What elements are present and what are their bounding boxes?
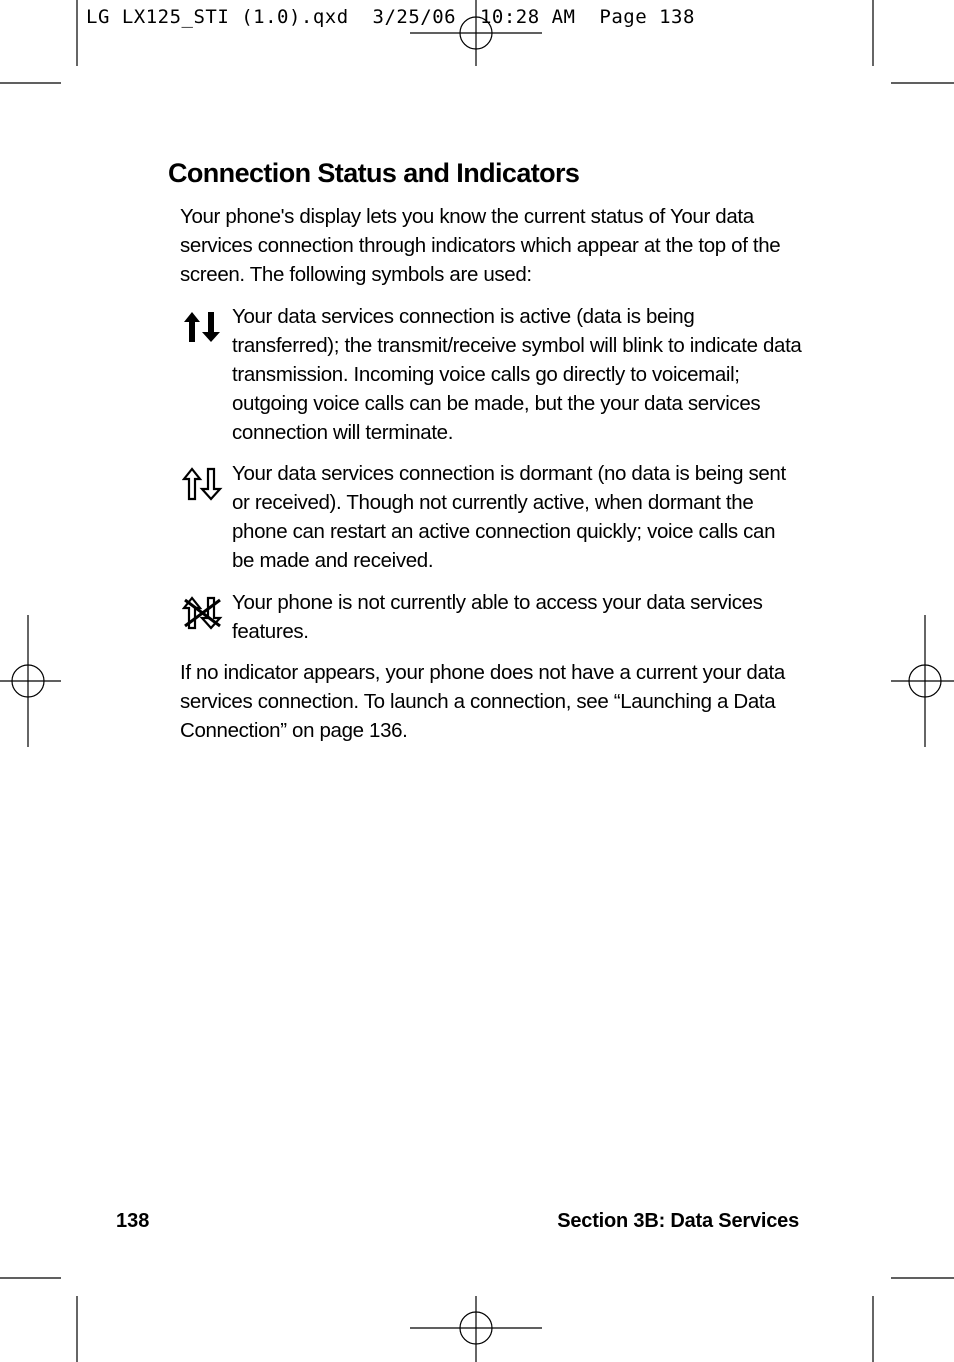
print-slug: LG LX125_STI (1.0).qxd 3/25/06 10:28 AM Page 138 <box>86 6 695 28</box>
indicator-description: Your data services connection is dormant (no data is being sent or received). Though not currently active, when dormant the phone can restart an active connection quickly; voice calls can be made and received. <box>232 462 786 572</box>
page-number: 138 <box>116 1210 150 1232</box>
data-connection-active-icon <box>182 310 224 344</box>
closing-paragraph: If no indicator appears, your phone does not have a current your data services connection. To launch a connection, see “Launching a Data Connection” on page 136. <box>180 661 785 742</box>
indicator-description: Your phone is not currently able to access your data services features. <box>232 591 763 643</box>
section-title: Section 3B: Data Services <box>557 1210 799 1232</box>
intro-paragraph: Your phone's display lets you know the current status of Your data services connection through indicators which appear at the top of the screen. The following symbols are used: <box>180 205 781 286</box>
indicator-description: Your data services connection is active (data is being transferred); the transmit/receive symbol will blink to indicate data transmission. Incoming voice calls go directly to voicemail; outgoing voice calls can be made, but the your data services connection will terminate. <box>232 305 802 444</box>
data-connection-unavailable-icon <box>182 596 224 630</box>
page-title: Connection Status and Indicators <box>168 158 580 188</box>
data-connection-dormant-icon <box>182 467 224 501</box>
